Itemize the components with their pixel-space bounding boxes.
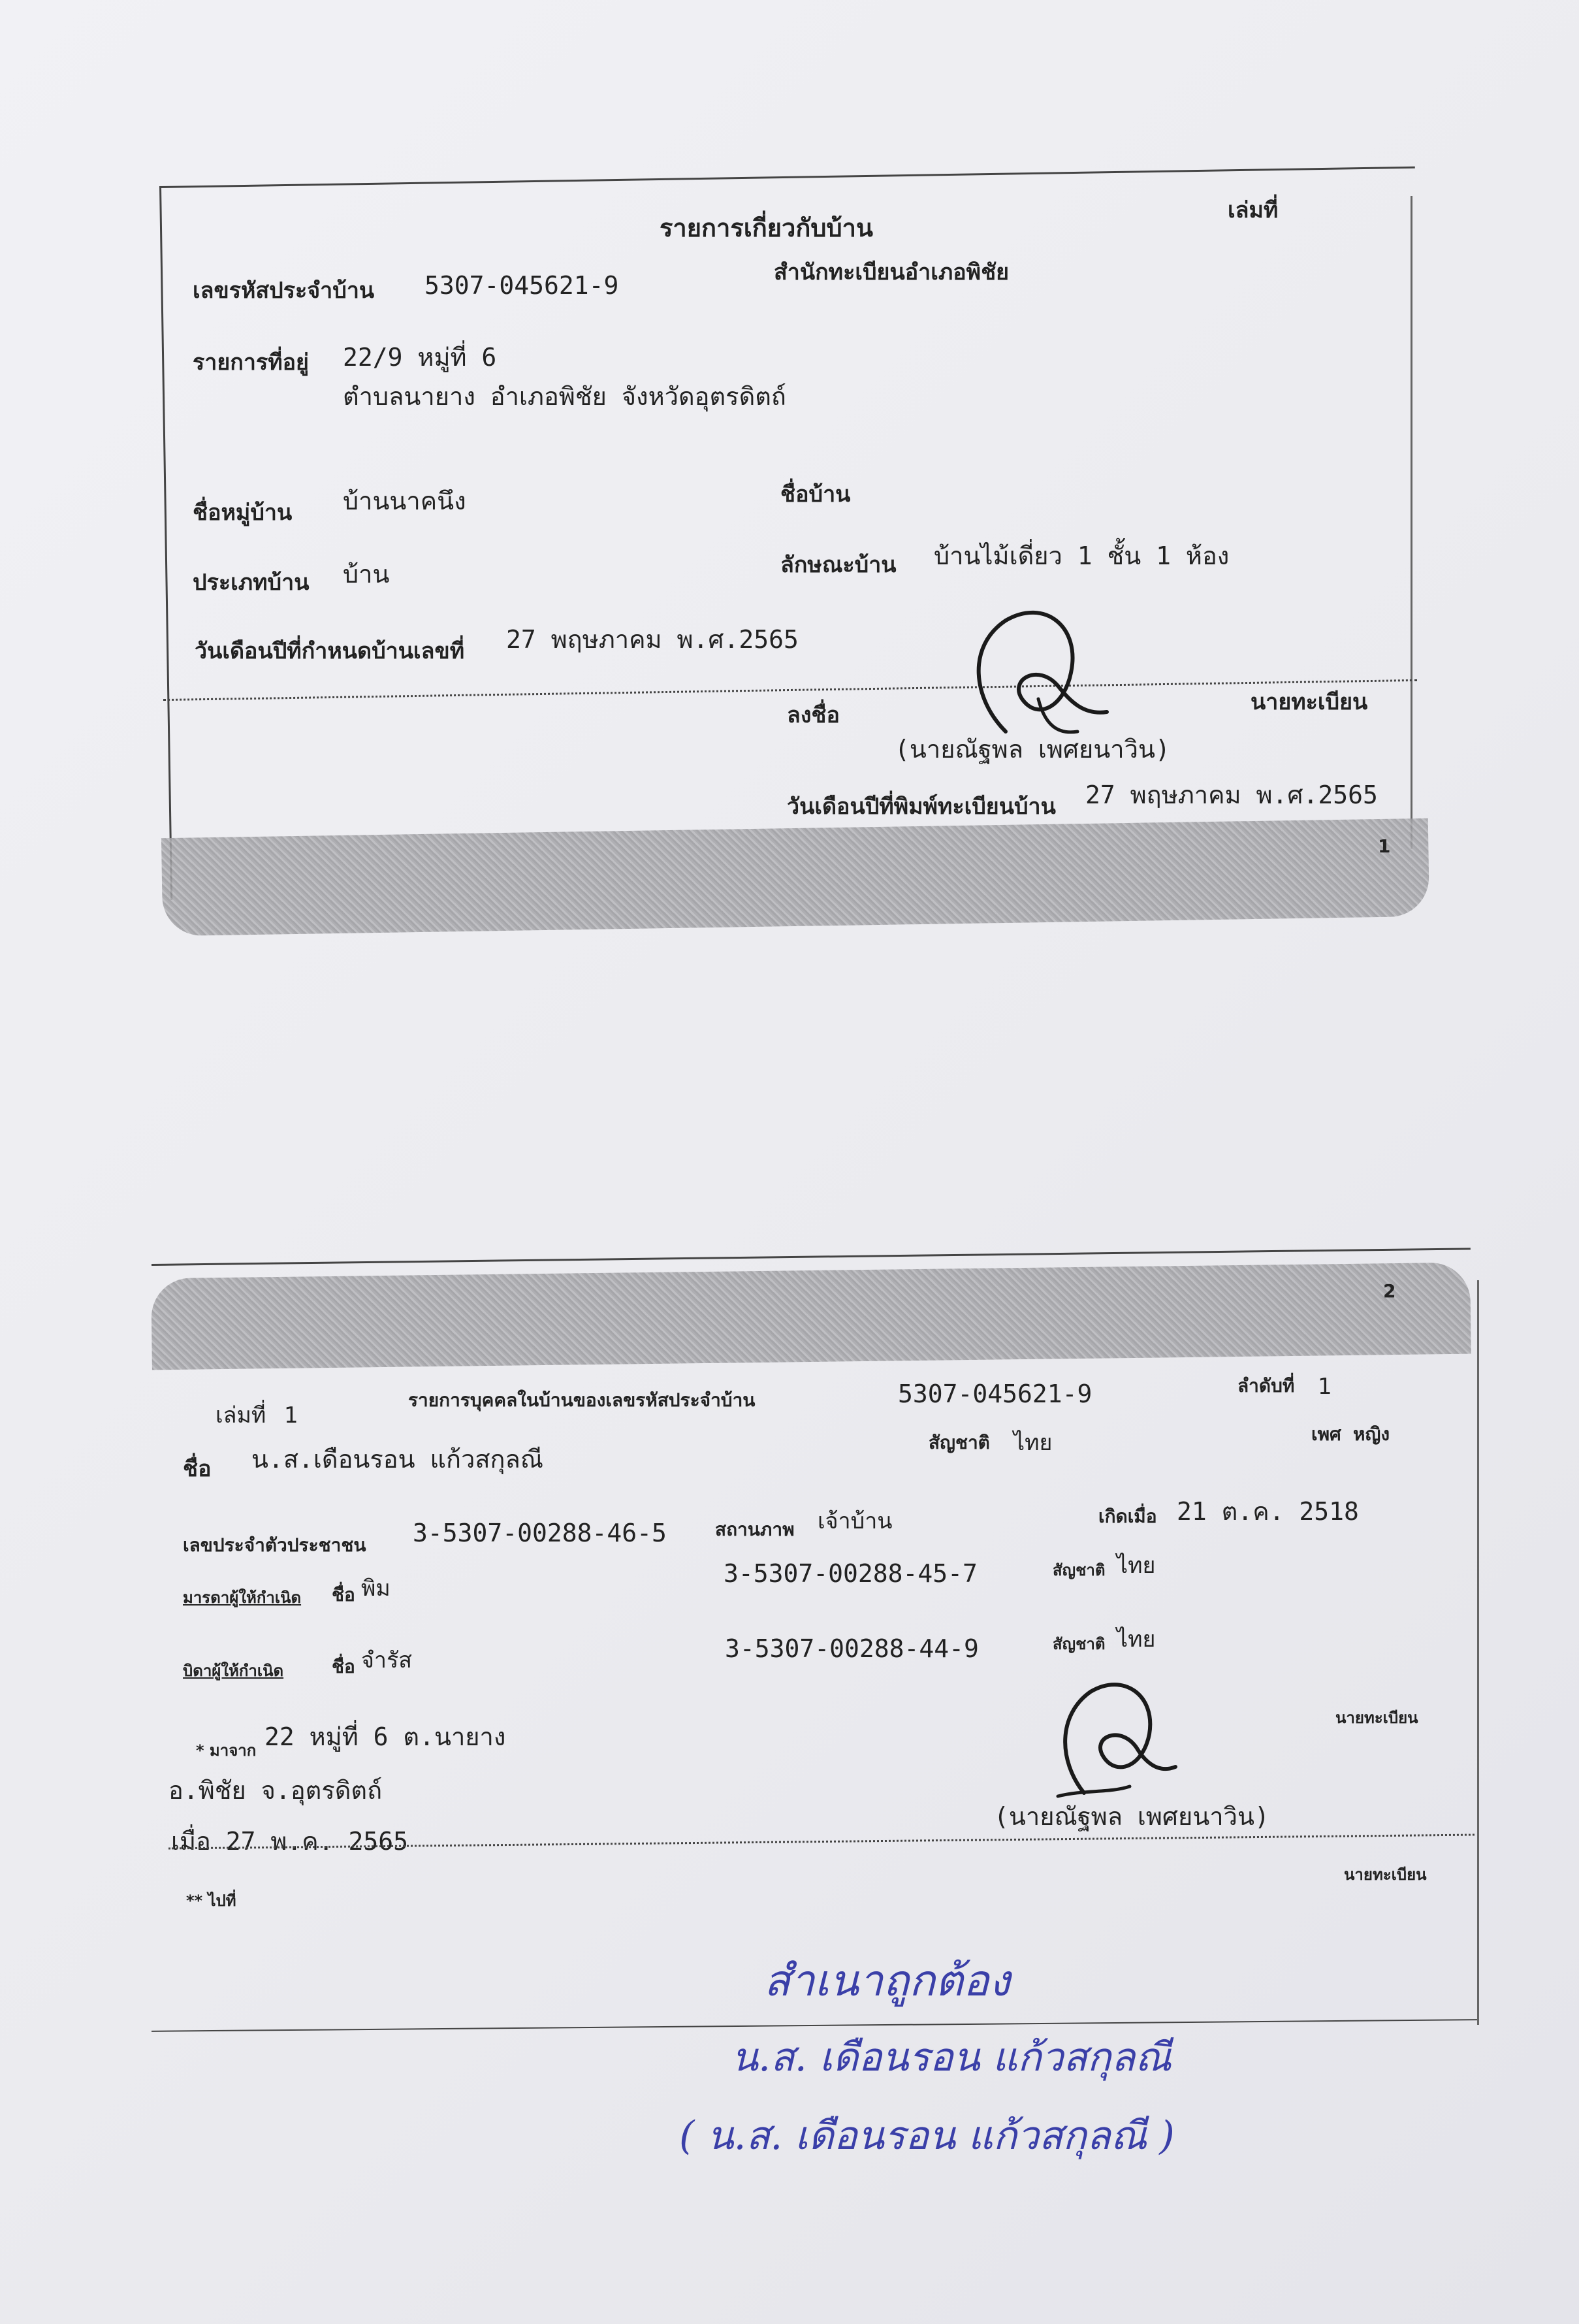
address-line2: ตำบลนายาง อำเภอพิชัย จังหวัดอุตรดิตถ์ [343,382,786,411]
order-no: 1 [1318,1374,1332,1400]
house-char-label: ลักษณะบ้าน [780,552,897,578]
assign-date-value: 27 พฤษภาคม พ.ศ.2565 [506,625,799,654]
father-nat: ไทย [1117,1626,1156,1653]
person-registrar-name: (นายณัฐพล เพศยนาวิน) [994,1802,1269,1831]
house-code: 5307-045621-9 [424,271,619,300]
person-name: น.ส.เดือนรอน แก้วสกุลณี [251,1445,544,1474]
sign-label: ลงชื่อ [787,702,840,728]
assign-date-label: วันเดือนปีที่กำหนดบ้านเลขที่ [195,638,465,664]
house-char-value: บ้านไม้เดี่ยว 1 ชั้น 1 ห้อง [934,541,1230,570]
print-date-value: 27 พฤษภาคม พ.ศ.2565 [1085,781,1378,809]
village-value: บ้านนาคนึง [343,487,466,515]
father-nat-label: สัญชาติ [1053,1635,1106,1653]
registrar-name-1: (นายณัฐพล เพศยนาวิน) [895,735,1170,764]
person-record-right-edge [1477,1280,1479,2025]
person-house-code: 5307-045621-9 [898,1380,1093,1408]
house-record-shaded-band [161,818,1429,936]
house-record-right-edge [1411,196,1412,849]
person-book-label: เล่มที่ [215,1402,266,1428]
address-line1: 22/9 หมู่ที่ 6 [343,343,497,372]
nationality-value: ไทย [1013,1430,1053,1456]
nationality-label: สัญชาติ [929,1432,990,1453]
page-number-2: 2 [1383,1280,1396,1302]
registry-office: สำนักทะเบียนอำเภอพิชัย [774,259,1010,285]
registrar-label-1: นายทะเบียน [1251,689,1368,715]
id-value: 3-5307-00288-46-5 [413,1519,667,1547]
house-type-label: ประเภทบ้าน [193,570,310,596]
father-label: บิดาผู้ให้กำเนิด [183,1662,284,1680]
mother-id: 3-5307-00288-45-7 [724,1559,978,1588]
page-number-1: 1 [1378,835,1391,857]
person-name-label: ชื่อ [183,1456,212,1482]
certifier-name-handwriting: น.ส. เดือนรอน แก้วสกุลณี [731,2035,1172,2080]
registrar-signature-1 [960,601,1117,751]
person-list-label: รายการบุคคลในบ้านของเลขรหัสประจำบ้าน [408,1389,756,1411]
birth-date: 21 ต.ค. 2518 [1177,1497,1359,1526]
father-name: จำรัส [361,1647,413,1673]
address-label: รายการที่อยู่ [193,349,309,376]
moved-from-value: 22 หมู่ที่ 6 ต.นายาง [264,1722,506,1751]
mother-nat-label: สัญชาติ [1053,1561,1106,1579]
status-value: เจ้าบ้าน [818,1508,893,1534]
house-type-value: บ้าน [343,560,390,589]
certifier-name-parenthesized: ( น.ส. เดือนรอน แก้วสกุลณี ) [679,2113,1175,2159]
mother-name: พิม [361,1575,391,1602]
person-registrar-label-2: นายทะเบียน [1344,1865,1427,1884]
moved-to-label: ** ไปที่ [186,1892,236,1910]
person-registrar-label-1: นายทะเบียน [1335,1709,1418,1727]
registrar-signature-2 [1045,1669,1182,1806]
village-label: ชื่อหมู่บ้าน [193,500,293,526]
gender-label: เพศ [1311,1423,1341,1445]
certified-copy-handwriting: สำเนาถูกต้อง [764,1956,1010,2006]
print-date-label: วันเดือนปีที่พิมพ์ทะเบียนบ้าน [787,794,1056,820]
moved-from-label: * มาจาก [196,1741,257,1760]
mother-name-label: ชื่อ [332,1584,355,1606]
moved-date: เมื่อ 27 พ.ค. 2565 [171,1827,408,1856]
father-name-label: ชื่อ [332,1656,355,1677]
order-label: ลำดับที่ [1237,1375,1295,1396]
father-id: 3-5307-00288-44-9 [725,1634,979,1663]
house-name-label: ชื่อบ้าน [780,481,851,508]
house-code-label: เลขรหัสประจำบ้าน [193,278,375,304]
mother-label: มารดาผู้ให้กำเนิด [183,1589,302,1607]
house-record-title: รายการเกี่ยวกับบ้าน [660,214,873,242]
mother-nat: ไทย [1117,1553,1156,1579]
birth-label: เกิดเมื่อ [1098,1506,1157,1527]
person-record-shaded-band [151,1263,1471,1370]
house-book-label: เล่มที่ [1228,197,1279,223]
id-label: เลขประจำตัวประชาชน [183,1534,366,1556]
status-label: สถานภาพ [715,1519,795,1540]
gender-value: หญิง [1353,1423,1390,1445]
person-book-no: 1 [284,1402,298,1428]
moved-from-line2: อ.พิชัย จ.อุตรดิตถ์ [168,1776,383,1805]
